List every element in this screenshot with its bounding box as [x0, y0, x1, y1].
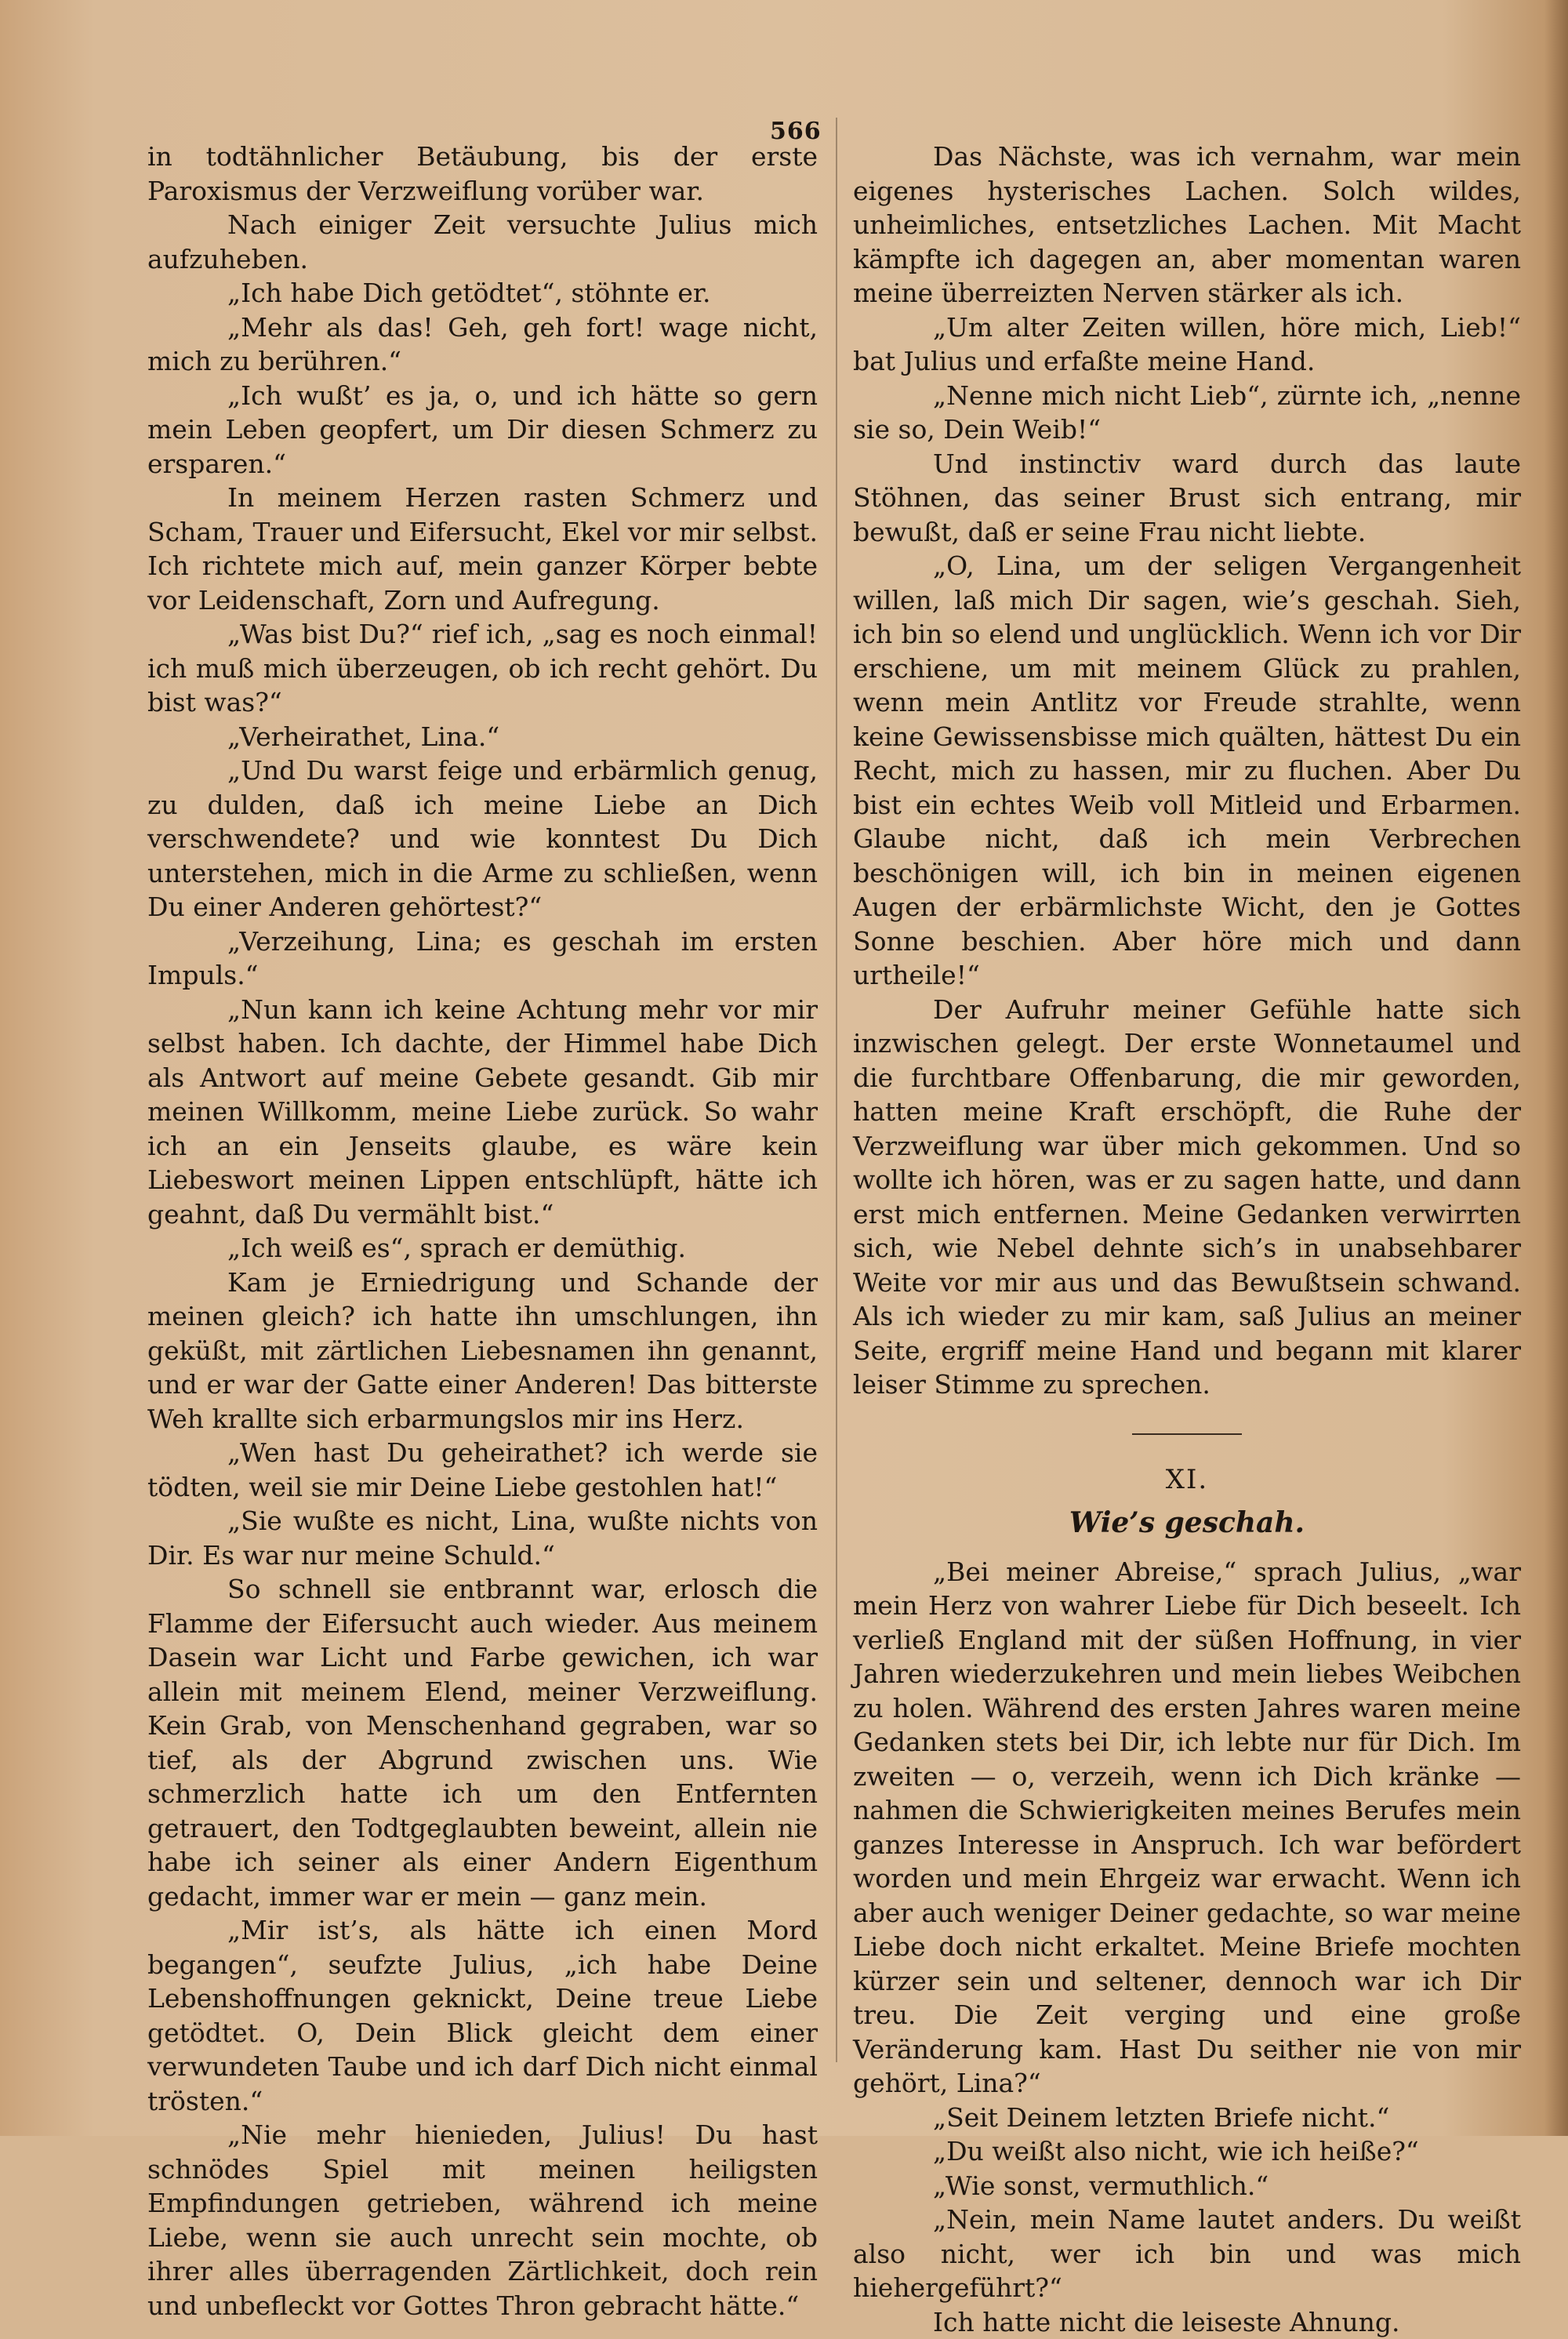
paragraph: „Seit Deinem letzten Briefe nicht.“ [853, 2101, 1521, 2135]
right-column-text-bottom [853, 1555, 1521, 2339]
right-column [853, 140, 1521, 2339]
paragraph: „Ich weiß es“, sprach er demüthig. [147, 1231, 818, 1266]
paragraph: In meinem Herzen rasten Schmerz und Scham, Trauer und Eifersucht, Ekel vor mir selbst. Ich richtete mich auf, mein ganzer Körper bebte vor Leidenschaft, Zorn und Aufregung. [147, 481, 818, 617]
chapter-title: Wie’s geschah. [853, 1506, 1521, 1541]
paragraph: Ich hatte nicht die leiseste Ahnung. [853, 2305, 1521, 2339]
paragraph: „Ich habe Dich getödtet“, stöhnte er. [147, 276, 818, 311]
right-column-text-top [853, 140, 1521, 1402]
paragraph: „Und Du warst feige und erbärmlich genug, zu dulden, daß ich meine Liebe an Dich verschwendete? und wie konntest Du Dich unterstehen, mich in die Arme zu schließen, wenn Du einer Anderen gehörtest?“ [147, 754, 818, 924]
paragraph: „Du weißt also nicht, wie ich heiße?“ [853, 2134, 1521, 2169]
paragraph: „Nenne mich nicht Lieb“, zürnte ich, „nenne sie so, Dein Weib!“ [853, 379, 1521, 447]
paragraph: in todtähnlicher Betäubung, bis der erste Paroxismus der Verzweiflung vorüber war. [147, 140, 818, 208]
paragraph: „Wie sonst, vermuthlich.“ [853, 2169, 1521, 2203]
paragraph: „O, Lina, um der seligen Vergangenheit willen, laß mich Dir sagen, wie’s geschah. Sieh, ich bin so elend und unglücklich. Wenn ich vor Dir erschiene, um mit meinem Glück zu prahlen, wenn mein Antlitz vor Freude strahlte, wenn keine Gewissensbisse mich quälten, hättest Du ein Recht, mich zu hassen, mir zu fluchen. Aber Du bist ein echtes Weib voll Mitleid und Erbarmen. Glaube nicht, daß ich mein Verbrechen beschönigen will, ich bin in meinen eigenen Augen der erbärmlichste Wicht, den je Gottes Sonne beschien. Aber höre mich und dann urtheile!“ [853, 549, 1521, 993]
paragraph: „Verzeihung, Lina; es geschah im ersten Impuls.“ [147, 924, 818, 993]
paragraph: Der Aufruhr meiner Gefühle hatte sich inzwischen gelegt. Der erste Wonnetaumel und die furchtbare Offenbarung, die mir geworden, hatten meine Kraft erschöpft, die Ruhe der Verzweiflung war über mich gekommen. Und so wollte ich hören, was er zu sagen hatte, und dann erst mich entfernen. Meine Gedanken verwirrten sich, wie Nebel dehnte sich’s in unabsehbarer Weite vor mir aus und das Bewußtsein schwand. Als ich wieder zu mir kam, saß Julius an meiner Seite, ergriff meine Hand und begann mit klarer leiser Stimme zu sprechen. [853, 993, 1521, 1402]
paragraph: „Sie wußte es nicht, Lina, wußte nichts von Dir. Es war nur meine Schuld.“ [147, 1504, 818, 1572]
paragraph: „Nein, mein Name lautet anders. Du weißt also nicht, wer ich bin und was mich hiehergeführt?“ [853, 2203, 1521, 2305]
paragraph: Das Nächste, was ich vernahm, war mein eigenes hysterisches Lachen. Solch wildes, unheimliches, entsetzliches Lachen. Mit Macht kämpfte ich dagegen an, aber momentan waren meine überreizten Nerven stärker als ich. [853, 140, 1521, 311]
page-edge-shadow [1544, 0, 1568, 2136]
column-divider [836, 118, 837, 2062]
chapter-number: XI. [853, 1463, 1521, 1498]
left-column [147, 140, 818, 2323]
paragraph: „Nie mehr hienieden, Julius! Du hast schnödes Spiel mit meinen heiligsten Empfindungen getrieben, während ich meine Liebe, wenn sie auch unrecht sein mochte, ob ihrer alles überragenden Zärtlichkeit, doch rein und unbefleckt vor Gottes Thron gebracht hätte.“ [147, 2118, 818, 2323]
paragraph: „Ich wußt’ es ja, o, und ich hätte so gern mein Leben geopfert, um Dir diesen Schmerz zu ersparen.“ [147, 379, 818, 481]
paragraph: „Verheirathet, Lina.“ [147, 720, 818, 754]
paragraph: „Nun kann ich keine Achtung mehr vor mir selbst haben. Ich dachte, der Himmel habe Dich als Antwort auf meine Gebete gesandt. Gib mir meinen Willkomm, meine Liebe zurück. So wahr ich an ein Jenseits glaube, es wäre kein Liebeswort meinen Lippen entschlüpft, hätte ich geahnt, daß Du vermählt bist.“ [147, 993, 818, 1232]
paragraph: „Bei meiner Abreise,“ sprach Julius, „war mein Herz von wahrer Liebe für Dich beseelt. Ich verließ England mit der süßen Hoffnung, in vier Jahren wiederzukehren und mein liebes Weibchen zu holen. Während des ersten Jahres waren meine Gedanken stets bei Dir, ich lebte nur für Dich. Im zweiten — o, verzeih, wenn ich Dich kränke — nahmen die Schwierigkeiten meines Berufes mein ganzes Interesse in Anspruch. Ich war befördert worden und mein Ehrgeiz war erwacht. Wenn ich aber auch weniger Deiner gedachte, so war meine Liebe doch nicht erkaltet. Meine Briefe mochten kürzer sein und seltener, dennoch war ich Dir treu. Die Zeit verging und eine große Veränderung kam. Hast Du seither nie von mir gehört, Lina?“ [853, 1555, 1521, 2101]
paragraph: So schnell sie entbrannt war, erlosch die Flamme der Eifersucht auch wieder. Aus meinem Dasein war Licht und Farbe gewichen, ich war allein mit meinem Elend, meiner Verzweiflung. Kein Grab, von Menschenhand gegraben, war so tief, als der Abgrund zwischen uns. Wie schmerzlich hatte ich um den Entfernten getrauert, den Todtgeglaubten beweint, allein nie habe ich seiner als einer Andern Eigenthum gedacht, immer war er mein — ganz mein. [147, 1572, 818, 1913]
paragraph: Nach einiger Zeit versuchte Julius mich aufzuheben. [147, 208, 818, 276]
paragraph: Kam je Erniedrigung und Schande der meinen gleich? ich hatte ihn umschlungen, ihn geküßt, mit zärtlichen Liebesnamen ihn genannt, und er war der Gatte einer Anderen! Das bitterste Weh krallte sich erbarmungslos mir ins Herz. [147, 1266, 818, 1436]
paragraph: „Um alter Zeiten willen, höre mich, Lieb!“ bat Julius und erfaßte meine Hand. [853, 311, 1521, 379]
section-separator [1132, 1433, 1242, 1435]
page-number: 566 [770, 118, 822, 145]
paragraph: „Mir ist’s, als hätte ich einen Mord begangen“, seufzte Julius, „ich habe Deine Lebenshoffnungen geknickt, Deine treue Liebe getödtet. O, Dein Blick gleicht dem einer verwundeten Taube und ich darf Dich nicht einmal trösten.“ [147, 1913, 818, 2118]
paragraph: Und instinctiv ward durch das laute Stöhnen, das seiner Brust sich entrang, mir bewußt, daß er seine Frau nicht liebte. [853, 447, 1521, 550]
paragraph: „Mehr als das! Geh, geh fort! wage nicht, mich zu berühren.“ [147, 311, 818, 379]
paragraph: „Was bist Du?“ rief ich, „sag es noch einmal! ich muß mich überzeugen, ob ich recht gehört. Du bist was?“ [147, 617, 818, 720]
paragraph: „Wen hast Du geheirathet? ich werde sie tödten, weil sie mir Deine Liebe gestohlen hat!“ [147, 1436, 818, 1504]
